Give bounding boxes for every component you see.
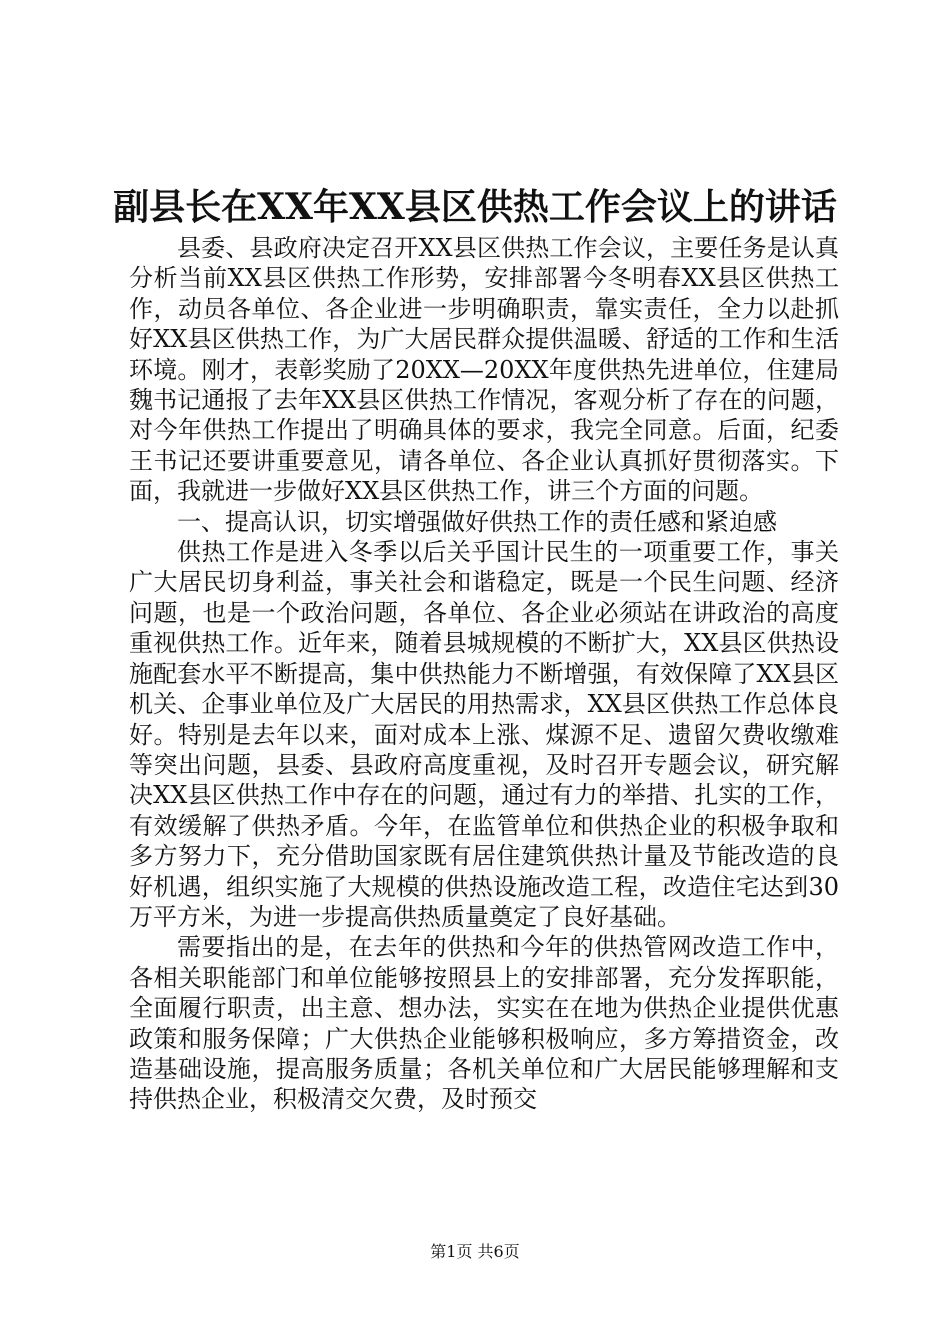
paragraph-intro: 县委、县政府决定召开XX县区供热工作会议，主要任务是认真分析当前XX县区供热工作形势，安排部署今冬明春XX县区供热工作，动员各单位、各企业进一步明确职责，靠实责任，全力以赴抓好XX县区供热工作，为广大居民群众提供温暖、舒适的工作和生活环境。刚才，表彰奖励了20XX—20XX年度供热先进单位，住建局魏书记通报了去年XX县区供热工作情况，客观分析了存在的问题，对今年供热工作提出了明确具体的要求，我完全同意。后面，纪委王书记还要讲重要意见，请各单位、各企业认真抓好贯彻落实。下面，我就进一步做好XX县区供热工作，讲三个方面的问题。 [129, 234, 839, 506]
document-body [129, 233, 839, 1115]
page-footer: 第1页 共6页 [430, 1242, 520, 1261]
document-title: 副县长在XX年XX县区供热工作会议上的讲话 [113, 186, 837, 228]
section-heading-1: 一、提高认识，切实增强做好供热工作的责任感和紧迫感 [177, 507, 777, 536]
paragraph-section-1: 供热工作是进入冬季以后关乎国计民生的一项重要工作，事关广大居民切身利益，事关社会和谐稳定，既是一个民生问题、经济问题，也是一个政治问题，各单位、各企业必须站在讲政治的高度重视供热工作。近年来，随着县城规模的不断扩大，XX县区供热设施配套水平不断提高，集中供热能力不断增强，有效保障了XX县区机关、企事业单位及广大居民的用热需求，XX县区供热工作总体良好。特别是去年以来，面对成本上涨、煤源不足、遗留欠费收缴难等突出问题，县委、县政府高度重视，及时召开专题会议，研究解决XX县区供热工作中存在的问题，通过有力的举措、扎实的工作，有效缓解了供热矛盾。今年，在监管单位和供热企业的积极争取和多方努力下，充分借助国家既有居住建筑供热计量及节能改造的良好机遇，组织实施了大规模的供热设施改造工程，改造住宅达到30万平方米，为进一步提高供热质量奠定了良好基础。 [129, 538, 839, 931]
paragraph-section-1-continued: 需要指出的是，在去年的供热和今年的供热管网改造工作中，各相关职能部门和单位能够按照县上的安排部署，充分发挥职能，全面履行职责，出主意、想办法，实实在在地为供热企业提供优惠政策和服务保障；广大供热企业能够积极响应，多方筹措资金，改造基础设施，提高服务质量；各机关单位和广大居民能够理解和支持供热企业，积极清交欠费，及时预交 [129, 933, 839, 1114]
